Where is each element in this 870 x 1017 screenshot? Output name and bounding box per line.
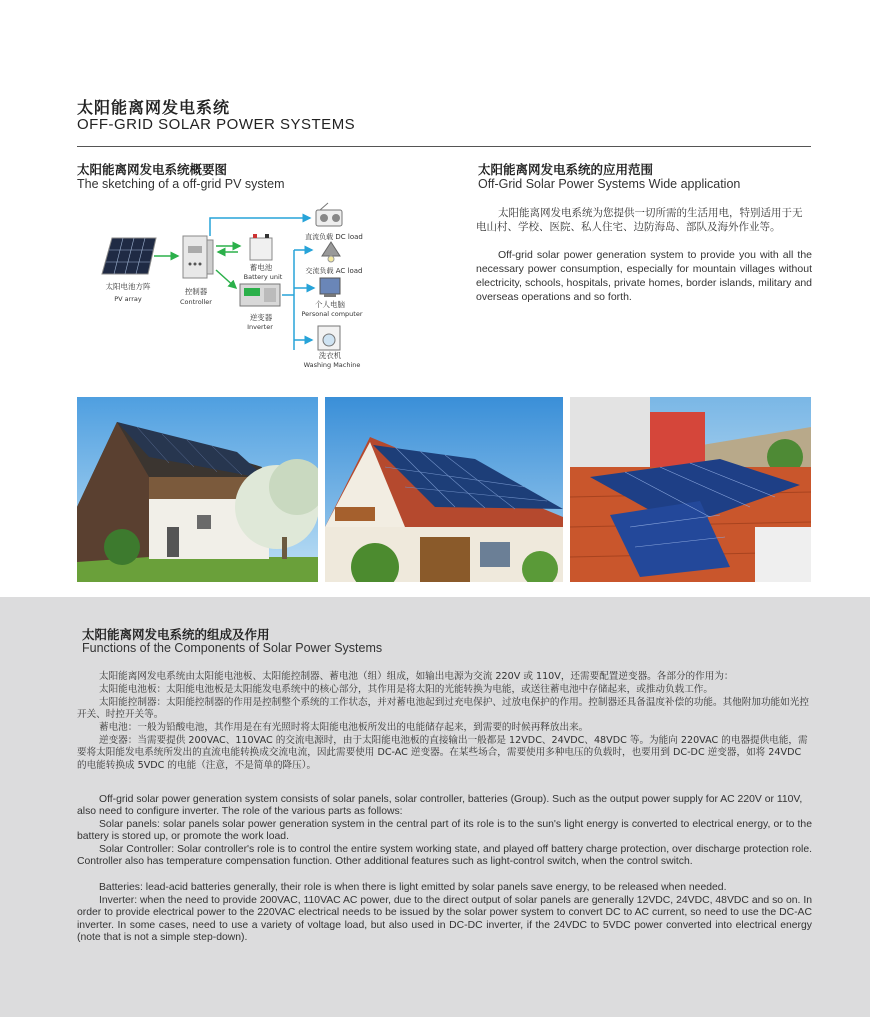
photo-barn-solar-roof: [77, 397, 318, 582]
controller-label-en: Controller: [180, 298, 212, 306]
pv-label-en: PV array: [114, 295, 142, 303]
battery-label-cn: 蓄电池: [249, 263, 273, 272]
radio-icon: [316, 203, 342, 226]
pc-label-cn: 个人电脑: [315, 300, 345, 309]
ac-load-label: 交流负载 AC load: [305, 267, 363, 275]
components-cn-inverter: 逆变器：当需要提供 200VAC、110VAC 的交流电源时，由于太阳能电池板的直接输出一般都是 12VDC、24VDC、48VDC 等。为能向 220VAC 的电器提供电能，需要将太阳能发电系统所发出的直流电能转换成交流电流，因此需要使用 DC-AC 逆变器。在某些场合，需要使用多种电压的负载时，也要用到 DC-DC 逆变器，如将 24VDC 的电能转换成 5VDC 的电能（注意，不是简单的降压）。: [77, 735, 808, 771]
page-title-en: OFF-GRID SOLAR POWER SYSTEMS: [77, 116, 356, 133]
components-cn-batteries: 蓄电池：一般为铅酸电池，其作用是在有光照时将太阳能电池板所发出的电能储存起来，到需要的时候再释放出来。: [99, 722, 589, 733]
pv-system-diagram: [98, 200, 378, 370]
controller-icon: [183, 236, 213, 278]
sketch-heading-en: The sketching of a off-grid PV system: [77, 177, 285, 191]
battery-label-en: Battery unit: [243, 273, 283, 281]
components-heading-cn: 太阳能离网发电系统的组成及作用: [82, 627, 270, 642]
application-paragraph-en: Off-grid solar power generation system to provide you with all the necessary power consumption, especially for mountain villages without electricity, schools, hospitals, private homes, border islands, military and overseas operations and so forth.: [476, 249, 812, 303]
title-divider: [77, 146, 811, 147]
controller-label-cn: 控制器: [184, 287, 208, 296]
components-heading-en: Functions of the Components of Solar Power Systems: [82, 641, 383, 655]
inverter-label-en: Inverter: [247, 323, 273, 331]
pv-label-cn: 太阳电池方阵: [105, 282, 151, 291]
components-cn-panels: 太阳能电池板：太阳能电池板是太阳能发电系统中的核心部分，其作用是将太阳的光能转换为电能，或送往蓄电池中存储起来，或推动负载工作。: [99, 684, 713, 695]
pc-label-en: Personal computer: [301, 310, 363, 318]
application-heading-cn: 太阳能离网发电系统的应用范围: [478, 162, 654, 177]
photo-house-solar-roof: [325, 397, 563, 582]
components-en-controller: Solar Controller: Solar controller's role is to control the entire system working state, and played off battery charge protection, over discharge protection role. Controller also has temperature compensation function. Other additional features such as light-control switch, when the control switch.: [77, 844, 812, 868]
page-title-cn: 太阳能离网发电系统: [77, 98, 231, 117]
washer-label-en: Washing Machine: [303, 361, 361, 369]
application-heading-en: Off-Grid Solar Power Systems Wide application: [478, 177, 741, 191]
components-en-inverter: Inverter: when the need to provide 200VAC, 110VAC AC power, due to the direct output of solar panels are generally 12VDC, 24VDC, 48VDC and so on. In order to provide electrical power to the 220VAC electrical needs to be issued by the solar power system to convert DC to AC current, so need to use the DC-AC inverter. In some cases, need to use a variety of voltage load, but also used in DC-DC inverter, if the 24VDC to 5VDC power converted into electrical energy (note that is not a simple step-down).: [77, 895, 812, 944]
application-paragraph-cn: 太阳能离网发电系统为您提供一切所需的生活用电，特别适用于无电山村、学校、医院、私人住宅、边防海岛、部队及海外作业等。: [476, 207, 803, 233]
battery-icon: [250, 234, 272, 260]
lamp-icon: [322, 242, 340, 262]
photo-tiled-roof-panels: [570, 397, 811, 582]
inverter-label-cn: 逆变器: [249, 313, 273, 322]
inverter-icon: [240, 284, 280, 306]
components-cn-controller: 太阳能控制器：太阳能控制器的作用是控制整个系统的工作状态，并对蓄电池起到过充电保护、过放电保护的作用。控制器还具备温度补偿的功能。其他附加功能如光控开关、时控开关等。: [77, 697, 809, 721]
solar-panel-icon: [102, 238, 156, 274]
washing-machine-icon: [318, 326, 340, 350]
computer-icon: [320, 278, 340, 297]
components-en-intro: Off-grid solar power generation system consists of solar panels, solar controller, batteries (Group). Such as the output power supply for AC 220V or 110V, also need to configure inverter. The role of the various parts as follows:: [77, 794, 803, 818]
controller-to-inverter-arrow: [216, 270, 236, 288]
components-en-panels: Solar panels: solar panels solar power generation system in the central part of its role is to the sun's light energy is converted to electrical energy, or to the battery is stored up, or promote the work load.: [77, 819, 812, 843]
dc-load-label: 直流负载 DC load: [305, 233, 363, 241]
components-en-batteries: Batteries: lead-acid batteries generally, their role is when there is light emitted by solar panels save energy, to be released when needed.: [99, 882, 727, 893]
controller-to-dc-load-arrow: [210, 218, 310, 236]
washer-label-cn: 洗衣机: [318, 351, 342, 360]
components-cn-intro: 太阳能离网发电系统由太阳能电池板、太阳能控制器、蓄电池（组）组成，如输出电源为交流 220V 或 110V，还需要配置逆变器。各部分的作用为：: [99, 671, 734, 682]
sketch-heading-cn: 太阳能离网发电系统概要图: [77, 162, 228, 177]
